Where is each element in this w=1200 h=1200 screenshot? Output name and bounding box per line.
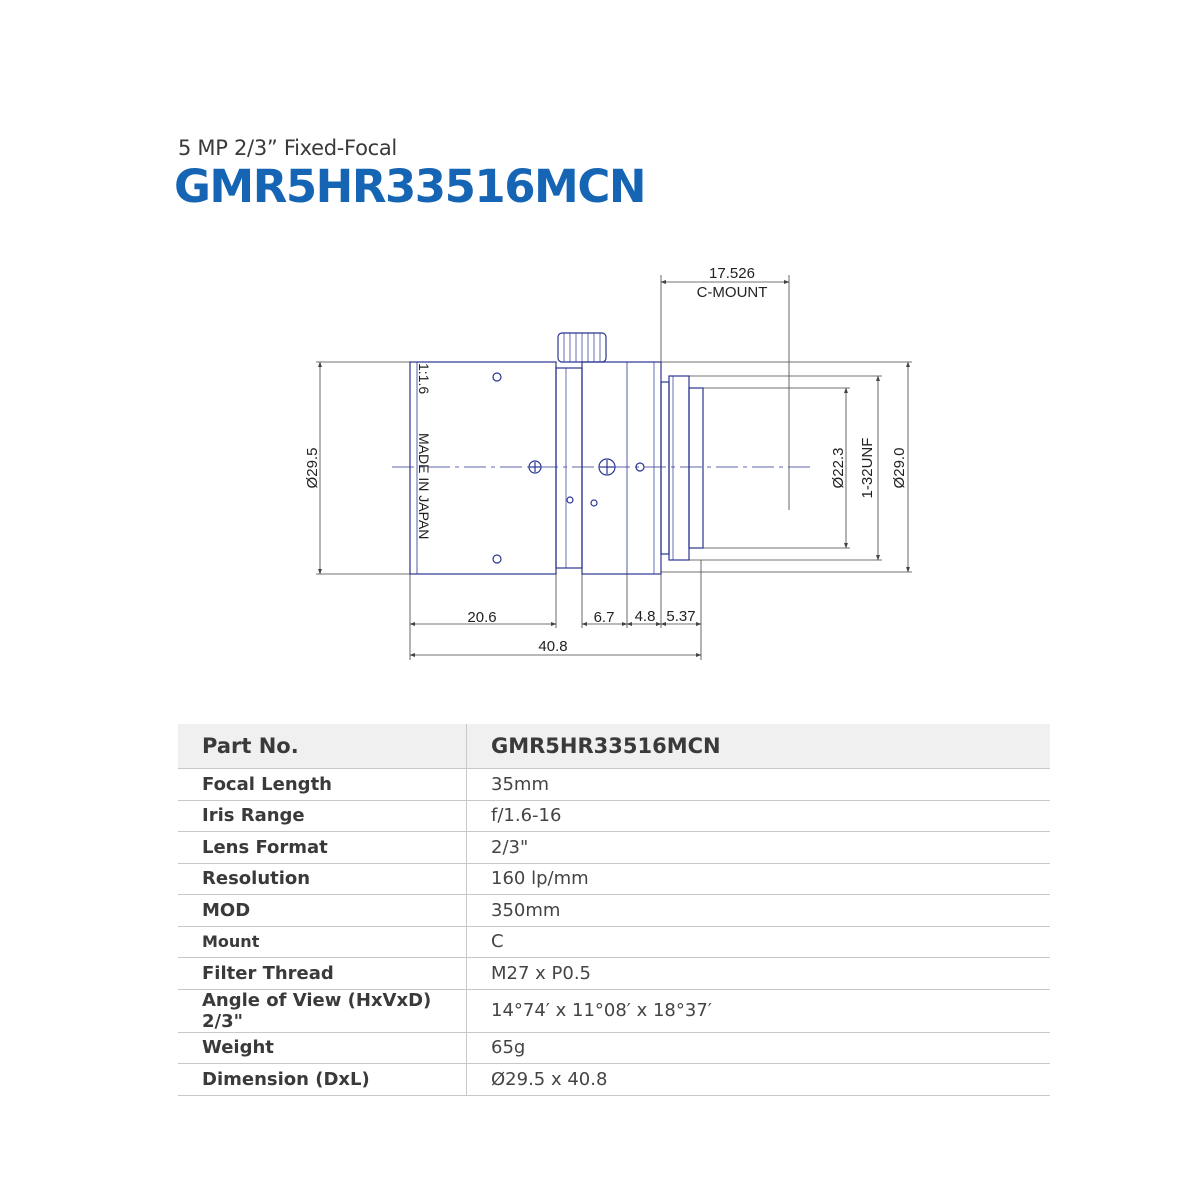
- rear-body: [582, 362, 661, 574]
- spec-key: Iris Range: [178, 800, 467, 832]
- table-header-row: [178, 724, 1050, 769]
- thread-label: 1-32UNF: [859, 437, 876, 499]
- spec-key: Focal Length: [178, 769, 467, 801]
- spec-key: Filter Thread: [178, 958, 467, 990]
- spec-key: Angle of View (HxVxD) 2/3": [178, 989, 467, 1032]
- table-row: [178, 895, 1050, 927]
- spec-value: 160 lp/mm: [467, 863, 1051, 895]
- spec-table: [178, 724, 1050, 1096]
- length-5-37-label: 5.37: [666, 608, 696, 625]
- spec-value: Ø29.5 x 40.8: [467, 1064, 1051, 1096]
- spec-key: Mount: [178, 926, 467, 958]
- spec-key: MOD: [178, 895, 467, 927]
- mount-type-label: C-MOUNT: [696, 284, 768, 301]
- spec-value: 35mm: [467, 769, 1051, 801]
- product-title: GMR5HR33516MCN: [174, 160, 646, 213]
- collar: [556, 368, 582, 568]
- length-4-8-label: 4.8: [634, 608, 656, 625]
- spec-value: 350mm: [467, 895, 1051, 927]
- table-row: [178, 958, 1050, 990]
- table-row: [178, 926, 1050, 958]
- table-row: [178, 1032, 1050, 1064]
- header-key: Part No.: [178, 724, 467, 769]
- made-in-marking: MADE IN JAPAN: [416, 433, 432, 540]
- spec-key: Resolution: [178, 863, 467, 895]
- spec-value: 65g: [467, 1032, 1051, 1064]
- total-length-label: 40.8: [538, 638, 568, 655]
- product-subtitle: 5 MP 2/3” Fixed-Focal: [178, 136, 397, 160]
- table-row: [178, 863, 1050, 895]
- mount-diameter-label: Ø29.0: [891, 447, 908, 489]
- table-row: [178, 800, 1050, 832]
- table-row: [178, 989, 1050, 1032]
- length-6-7-label: 6.7: [593, 609, 615, 626]
- header-value: GMR5HR33516MCN: [467, 724, 1051, 769]
- spec-key: Dimension (DxL): [178, 1064, 467, 1096]
- mount-thread: [669, 376, 689, 560]
- lens-body: [410, 333, 703, 574]
- spec-key: Lens Format: [178, 832, 467, 864]
- spec-value: C: [467, 926, 1051, 958]
- spec-value: 14°74′ x 11°08′ x 18°37′: [467, 989, 1051, 1032]
- spec-key: Weight: [178, 1032, 467, 1064]
- aperture-marking: 1:1.6: [416, 363, 432, 395]
- table-row: [178, 832, 1050, 864]
- mount-tail: [689, 388, 703, 548]
- spec-value: f/1.6-16: [467, 800, 1051, 832]
- spec-value: 2/3": [467, 832, 1051, 864]
- outer-diameter-label: Ø29.5: [304, 447, 321, 489]
- table-row: [178, 769, 1050, 801]
- spec-value: M27 x P0.5: [467, 958, 1051, 990]
- inner-diameter-label: Ø22.3: [830, 447, 847, 489]
- flange-distance-label: 17.526: [709, 265, 755, 282]
- length-20-6-label: 20.6: [467, 609, 497, 626]
- table-row: [178, 1064, 1050, 1096]
- mount-flange: [661, 382, 669, 554]
